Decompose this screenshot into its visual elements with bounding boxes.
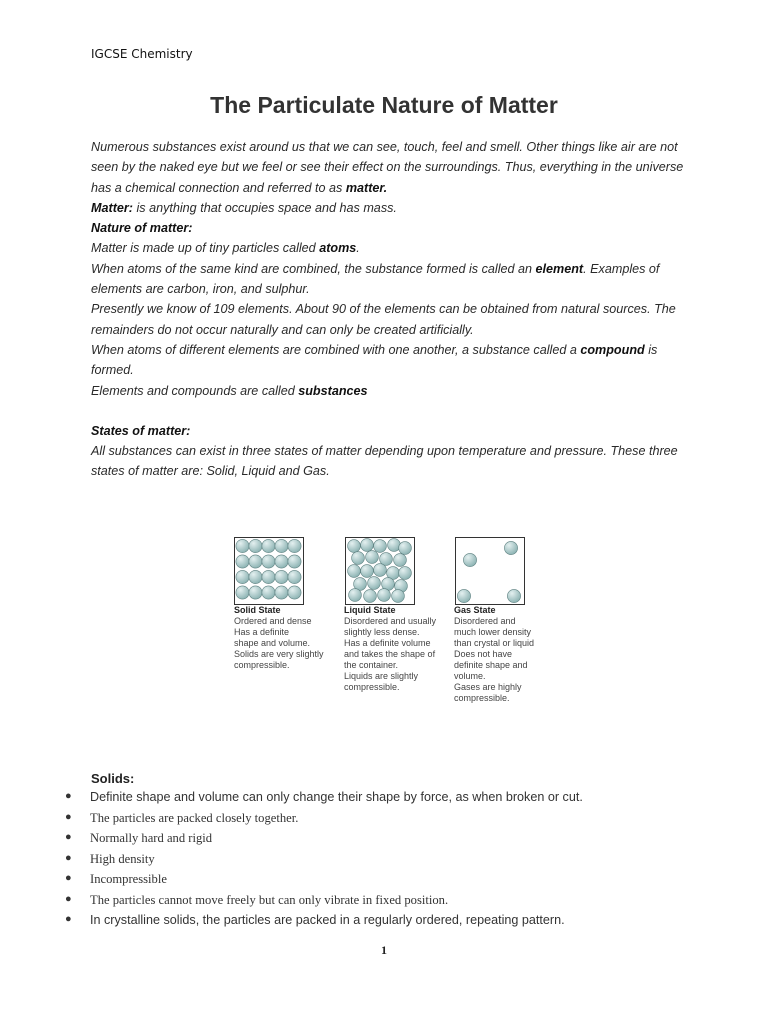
gas-state-diagram xyxy=(455,537,525,605)
particle xyxy=(348,565,361,578)
particle xyxy=(249,555,262,568)
liquid-state-caption: Liquid State Disordered and usually slightly less dense. Has a definite volume and takes the shape of the container. Liquids are slightly compressible. xyxy=(344,605,437,692)
particle xyxy=(262,570,275,583)
elements-count-line: Presently we know of 109 elements. About 90 of the elements can be obtained from natural sources. The remainders do not occur naturally and can only be created artificially. xyxy=(91,302,676,337)
list-item: ● Normally hard and rigid xyxy=(65,831,213,845)
particle xyxy=(374,540,387,553)
particle xyxy=(366,551,379,564)
gas-state-caption: Gas State Disordered and much lower density than crystal or liquid Does not have definite shape and volume. Gases are highly compressible. xyxy=(454,605,535,703)
liquid-particles xyxy=(346,538,413,603)
substances-line: Elements and compounds are called substances xyxy=(91,383,368,398)
particle xyxy=(236,555,249,568)
particle xyxy=(249,570,262,583)
matter-definition: Matter: is anything that occupies space and has mass. xyxy=(91,200,397,215)
list-item: ● In crystalline solids, the particles are packed in a regularly ordered, repeating pattern. xyxy=(65,913,565,927)
particle xyxy=(262,555,275,568)
solids-list xyxy=(63,790,703,934)
solid-particles xyxy=(235,538,302,603)
atoms-line: Matter is made up of tiny particles called atoms. xyxy=(91,241,360,256)
solid-state-caption: Solid State Ordered and dense Has a definite shape and volume. Solids are very slightly compressible. xyxy=(234,605,324,670)
particle xyxy=(374,564,387,577)
gas-particles xyxy=(456,538,523,603)
states-heading: States of matter: xyxy=(91,423,191,438)
list-item: ● High density xyxy=(65,851,155,866)
solids-heading: Solids: xyxy=(91,771,135,786)
particle xyxy=(275,570,288,583)
particle xyxy=(399,542,412,555)
particle xyxy=(352,552,365,565)
list-item: ● The particles cannot move freely but can only vibrate in fixed position. xyxy=(65,892,449,907)
particle xyxy=(275,539,288,552)
list-item: ● Incompressible xyxy=(65,872,167,886)
particle xyxy=(236,570,249,583)
particle xyxy=(349,589,362,602)
particle xyxy=(288,539,301,552)
particle xyxy=(507,589,520,602)
solid-state-diagram xyxy=(234,537,304,605)
list-item: ● The particles are packed closely together. xyxy=(65,810,299,825)
running-header: IGCSE Chemistry xyxy=(91,47,193,61)
liquid-state-diagram xyxy=(345,537,415,605)
particle xyxy=(288,555,301,568)
particle xyxy=(504,541,517,554)
intro-paragraph: Numerous substances exist around us that we can see, touch, feel and smell. Other things like air are not seen by the naked eye but we feel or see their effect on the surroundings. Thus, everything in the universe has a chemical connection and referred to as matter. xyxy=(91,140,684,195)
states-text: All substances can exist in three states of matter depending upon temperature and pressure. These three states of matter are: Solid, Liquid and Gas. xyxy=(91,444,678,479)
states-of-matter-figure xyxy=(230,530,540,710)
particle xyxy=(288,570,301,583)
list-item: ● Definite shape and volume can only change their shape by force, as when broken or cut. xyxy=(65,790,583,804)
particle xyxy=(249,586,262,599)
particle xyxy=(463,553,476,566)
intro-text xyxy=(91,137,686,482)
particle xyxy=(364,590,377,603)
particle xyxy=(392,590,405,603)
particle xyxy=(249,539,262,552)
nature-heading: Nature of matter: xyxy=(91,221,193,236)
particle xyxy=(288,586,301,599)
particle xyxy=(394,554,407,567)
particle xyxy=(399,567,412,580)
page-number: 1 xyxy=(381,943,387,957)
compound-line: When atoms of different elements are combined with one another, a substance called a compound is formed. xyxy=(91,342,658,378)
particle xyxy=(275,586,288,599)
particle xyxy=(275,555,288,568)
particle xyxy=(368,577,381,590)
particle xyxy=(262,539,275,552)
particle xyxy=(236,586,249,599)
particle xyxy=(262,586,275,599)
particle xyxy=(348,540,361,553)
page-title: The Particulate Nature of Matter xyxy=(210,92,558,118)
particle xyxy=(236,539,249,552)
element-line: When atoms of the same kind are combined, the substance formed is called an element. Examples of elements are carbon, iron, and sulphur. xyxy=(91,261,660,297)
particle xyxy=(378,589,391,602)
particle xyxy=(457,589,470,602)
particle xyxy=(361,539,374,552)
particle xyxy=(361,565,374,578)
